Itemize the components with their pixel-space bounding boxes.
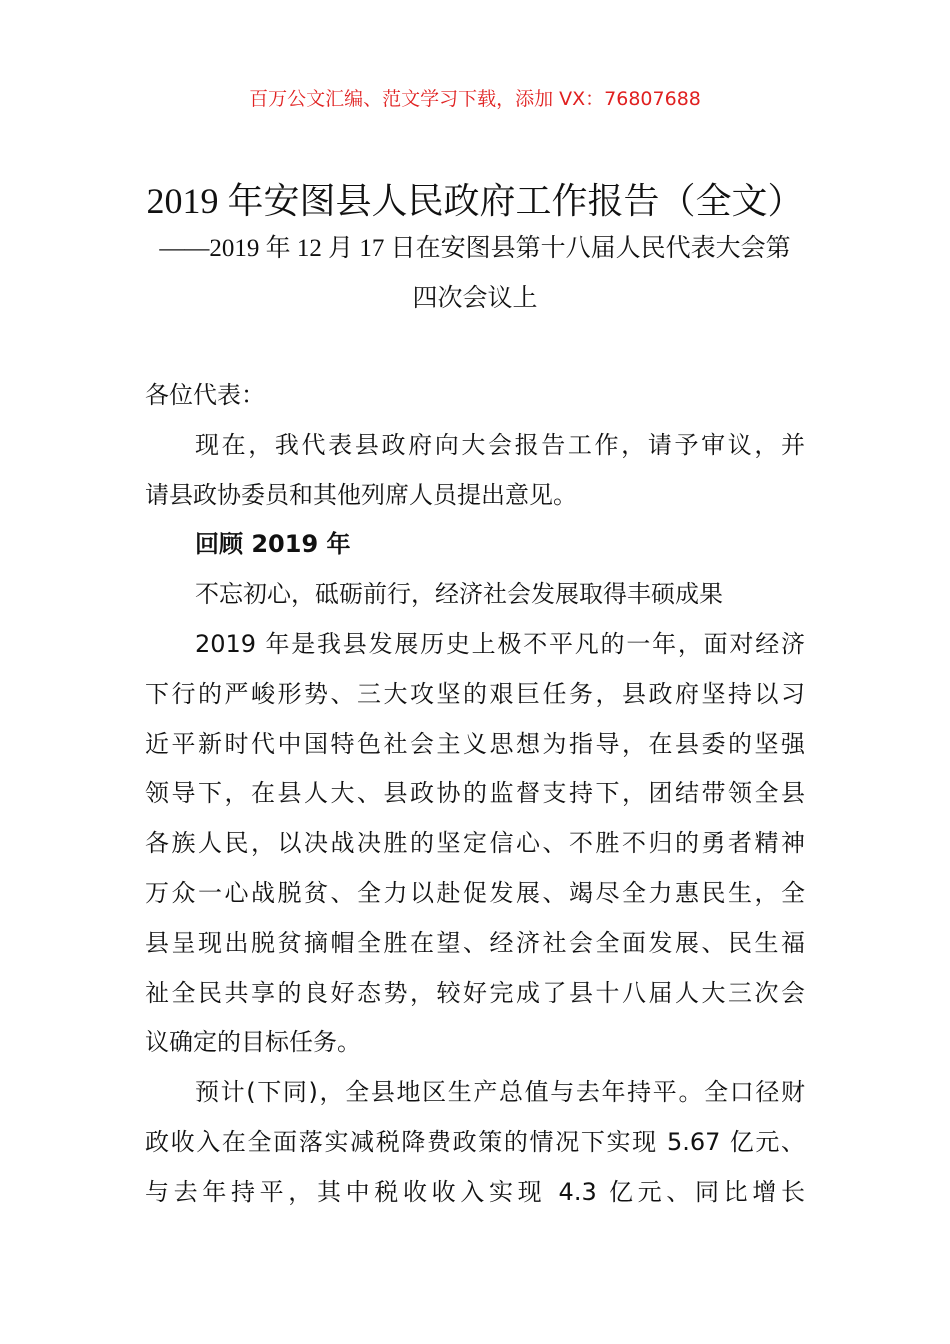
body-text-line: 请县政协委员和其他列席人员提出意见。 [145,480,577,509]
body-text-line: 与去年持平，其中税收收入实现 4.3 亿元、同比增长 [145,1177,805,1206]
body-text-line: 预计(下同)，全县地区生产总值与去年持平。全口径财 [195,1078,805,1107]
body-text-line: 县呈现出脱贫摘帽全胜在望、经济社会全面发展、民生福 [145,928,805,957]
body-text-line: 政收入在全面落实减税降费政策的情况下实现 5.67 亿元、 [145,1127,805,1156]
document-subtitle-line-1: ——2019 年 12 月 17 日在安图县第十八届人民代表大会第 [159,235,791,262]
body-text-line: 万众一心战脱贫、全力以赴促发展、竭尽全力惠民生，全 [145,878,805,907]
body-text-line: 近平新时代中国特色社会主义思想为指导，在县委的坚强 [145,729,805,758]
document-title: 2019 年安图县人民政府工作报告（全文） [146,181,804,221]
body-text-line: 领导下，在县人大、县政协的监督支持下，团结带领全县 [145,779,805,808]
body-text-line: 各位代表： [145,381,265,409]
watermark-header: 百万公文汇编、范文学习下载，添加 VX：76807688 [249,88,701,110]
body-text-line: 下行的严峻形势、三大攻坚的艰巨任务，县政府坚持以习 [145,679,805,708]
body-text-line: 2019 年是我县发展历史上极不平凡的一年，面对经济 [195,629,805,658]
body-text-line: 现在，我代表县政府向大会报告工作，请予审议，并 [195,430,805,459]
document-subtitle-line-2: 四次会议上 [412,285,538,312]
document-body [145,371,805,1218]
section-heading: 回顾 2019 年 [195,530,351,559]
body-text-line: 议确定的目标任务。 [145,1028,361,1057]
body-text-line: 祉全民共享的良好态势，较好完成了县十八届人大三次会 [145,978,805,1007]
body-text-line: 各族人民，以决战决胜的坚定信心、不胜不归的勇者精神 [145,829,805,858]
body-text-line: 不忘初心，砥砺前行，经济社会发展取得丰硕成果 [195,580,723,609]
